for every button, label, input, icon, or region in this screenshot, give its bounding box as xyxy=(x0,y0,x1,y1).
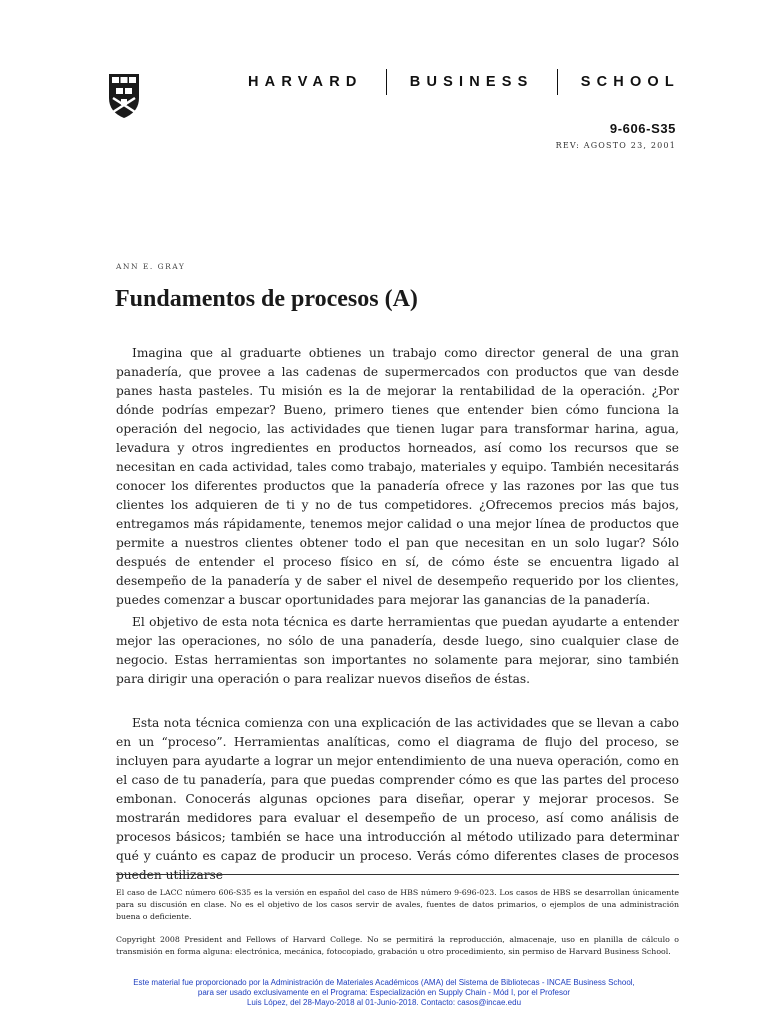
body-paragraph: Esta nota técnica comienza con una explicación de las actividades que se llevan a cabo en un “proceso”. Herramientas analíticas, como el diagrama de flujo del proceso, se incluyen para ayudarte a lograr un mejor entendimiento de una nueva operación, como en el caso de tu panadería, para que puedas comprender cómo es que las partes del proceso embonan. Conocerás algunas opciones para diseñar, operar y mejorar procesos. Se mostrarán medidores para evaluar el desempeño de un proceso, así como análisis de procesos básicos; también se hace una introducción al método utilizado para determinar qué y cuánto es capaz de producir un proceso. Verás cómo diferentes clases de procesos pueden utilizarse xyxy=(116,716,679,882)
body-paragraph: Imagina que al graduarte obtienes un trabajo como director general de una gran panadería, que provee a las cadenas de supermercados con productos que van desde panes hasta pasteles. Tu misión es la de mejorar la rentabilidad de la operación. ¿Por dónde podrías empezar? Bueno, primero tienes que entender bien cómo funciona la operación del negocio, las actividades que tienen lugar para transformar harina, agua, levadura y otros ingredientes en productos horneados, así como los recursos que se necesitan en cada actividad, tales como trabajo, materiales y equipo. También necesitarás conocer los diferentes productos que la panadería ofrece y las razones por las que tus clientes los adquieren de ti y no de tus competidores. ¿Ofrecemos precios más bajos, entregamos más rápidamente, tenemos mejor calidad o una mejor línea de productos que permite a nuestros clientes obtener todo el pan que necesitan en un solo lugar? Sólo después de entender el proceso físico en sí, de cómo éste se encuentra ligado al desempeño de la panadería y de saber el nivel de desempeño requerido por los clientes, puedes comenzar a buscar oportunidades para mejorar las ganancias de la panadería. xyxy=(116,346,679,607)
masthead-word: BUSINESS xyxy=(409,74,534,90)
masthead-word: SCHOOL xyxy=(580,74,680,90)
license-stamp-line: Este material fue proporcionado por la Administración de Materiales Académicos (AMA) del Sistema de Bibliotecas - INCAE Business School, xyxy=(133,978,635,987)
harvard-shield-icon xyxy=(107,72,141,120)
license-stamp-line: Luis López, del 28-Mayo-2018 al 01-Junio-2018. Contacto: casos@incae.edu xyxy=(246,998,522,1007)
masthead xyxy=(248,71,680,93)
document-title: Fundamentos de procesos (A) xyxy=(115,286,418,312)
license-stamp-line: para ser usado exclusivamente en el Programa: Especialización en Supply Chain - Mód I, por el Profesor xyxy=(197,988,571,997)
masthead-word: HARVARD xyxy=(248,74,363,90)
footnote: El caso de LACC número 606-S35 es la versión en español del caso de HBS número 9-696-023. Los casos de HBS se desarrollan únicamente para su discusión en clase. No es el objetivo de los casos servir de avales, fuentes de datos primarios, o ejemplos de una administración buena o deficiente. xyxy=(116,888,679,921)
author: ANN E. GRAY xyxy=(116,262,186,271)
document-number: 9-606-S35 xyxy=(609,121,676,136)
footnote-rule xyxy=(116,874,679,875)
masthead-divider xyxy=(386,69,387,95)
body-paragraph: El objetivo de esta nota técnica es darte herramientas que puedan ayudarte a entender mejor las operaciones, no sólo de una panadería, desde luego, sino cualquier clase de negocio. Estas herramientas son importantes no solamente para mejorar, sino también para dirigir una operación o para realizar nuevos diseños de éstas. xyxy=(116,615,679,686)
copyright-footnote: Copyright 2008 President and Fellows of Harvard College. No se permitirá la reproducción, almacenaje, uso en planilla de cálculo o transmisión en forma alguna: electrónica, mecánica, fotocopiado, grabación u otro procedimiento, sin permiso de Harvard Business School. xyxy=(116,935,679,956)
masthead-divider xyxy=(557,69,558,95)
license-stamp xyxy=(100,978,668,1008)
revision-date: REV: AGOSTO 23, 2001 xyxy=(555,141,676,150)
